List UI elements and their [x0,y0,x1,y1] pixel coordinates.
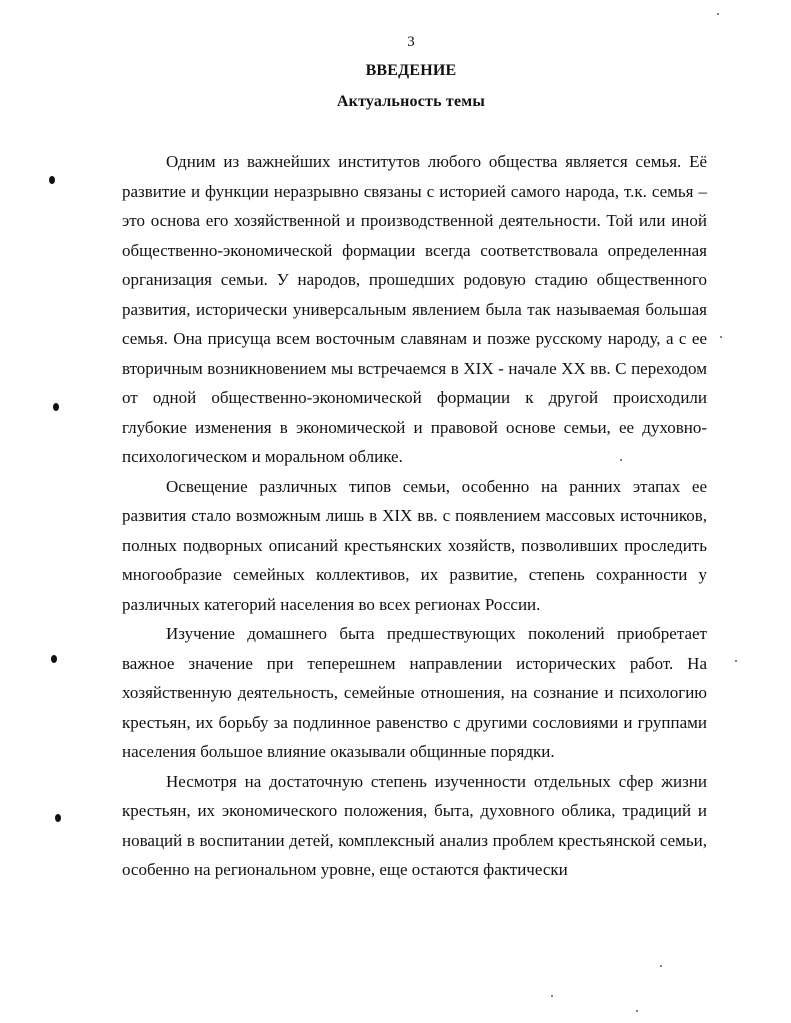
scan-speck [717,13,719,15]
binding-hole-mark [53,403,59,411]
paragraph-1: Одним из важнейших институтов любого общества является семья. Её развитие и функции неразрывно связаны с историей самого народа, т.к. семья – это основа его хозяйственной и производственной деятельности. Той или иной общественно-экономической формации всегда соответствовала определенная организация семьи. У народов, прошедших родовую стадию общественного развития, исторически универсальным явлением была так называемая большая семья. Она присуща всем восточным славянам и позже русскому народу, а с ее вторичным возникновением мы встречаемся в XIX - начале XX вв. С переходом от одной общественно-экономической формации к другой происходили глубокие изменения в экономической и правовой основе семьи, ее духовно-психологическом и моральном облике. [122,152,707,466]
binding-hole-mark [49,176,55,184]
scan-speck [720,336,722,338]
scan-speck [660,965,662,967]
binding-hole-mark [51,655,57,663]
paragraph-3: Изучение домашнего быта предшествующих поколений приобретает важное значение при теперешнем направлении исторических работ. На хозяйственную деятельность, семейные отношения, на сознание и психологию крестьян, их борьбу за подлинное равенство с другими сословиями и группами населения большое влияние оказывали общинные порядки. [122,624,707,761]
binding-hole-mark [55,814,61,822]
body-text [122,147,707,885]
scan-speck [735,660,737,662]
scan-speck [636,1010,638,1012]
section-subheading: Актуальность темы [336,93,486,110]
paragraph-4: Несмотря на достаточную степень изученности отдельных сфер жизни крестьян, их экономического положения, быта, духовного облика, традиций и новаций в воспитании детей, комплексный анализ проблем крестьянской семьи, особенно на региональном уровне, еще остаются фактически [122,771,707,879]
page-number: 3 [407,34,415,50]
scan-speck [551,995,553,997]
section-heading: ВВЕДЕНИЕ [365,62,457,79]
scan-speck [620,459,622,461]
paragraph-2: Освещение различных типов семьи, особенно на ранних этапах ее развития стало возможным лишь в XIX вв. с появлением массовых источников, полных подворных описаний крестьянских хозяйств, позволивших проследить многообразие семейных коллективов, их развитие, степень сохранности у различных категорий населения во всех регионах России. [122,476,707,614]
